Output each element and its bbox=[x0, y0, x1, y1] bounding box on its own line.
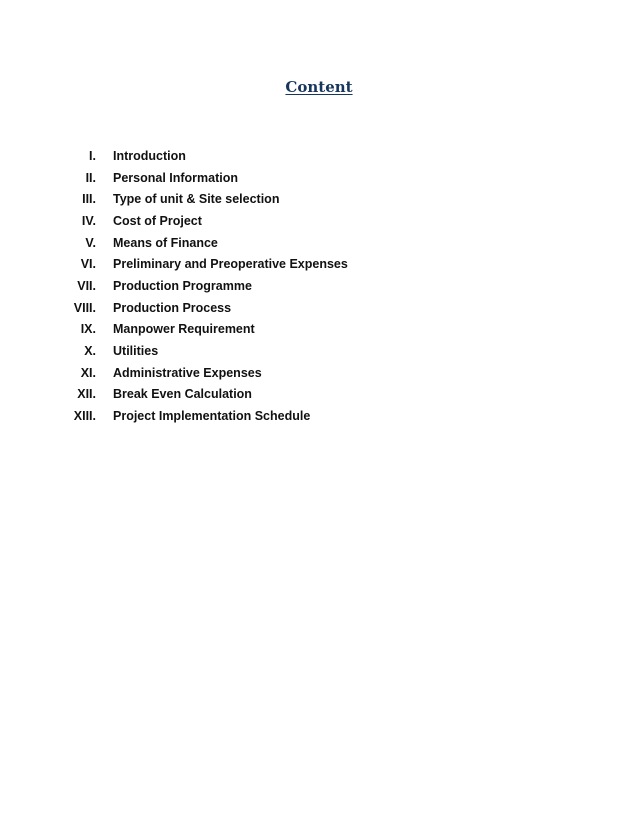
toc-item-number: XI. bbox=[80, 365, 96, 380]
toc-item bbox=[56, 362, 576, 384]
toc-item-number: X. bbox=[84, 344, 96, 359]
toc-item bbox=[56, 297, 576, 319]
toc-item bbox=[56, 210, 576, 232]
toc-item-number: VII. bbox=[77, 278, 96, 293]
toc-item bbox=[56, 275, 576, 297]
toc-item bbox=[56, 232, 576, 254]
page-title-text: Content bbox=[285, 78, 353, 96]
toc-item-label: Means of Finance bbox=[113, 235, 218, 250]
toc-item-label: Production Programme bbox=[113, 278, 252, 293]
toc-item-number: I. bbox=[89, 148, 96, 163]
toc-item bbox=[56, 340, 576, 362]
page-title bbox=[0, 77, 638, 97]
toc-item-label: Preliminary and Preoperative Expenses bbox=[113, 257, 348, 272]
toc-item-label: Cost of Project bbox=[113, 213, 202, 228]
toc-item-label: Type of unit & Site selection bbox=[113, 192, 280, 207]
toc-item-label: Manpower Requirement bbox=[113, 322, 255, 337]
toc-item bbox=[56, 253, 576, 275]
toc-item-label: Personal Information bbox=[113, 170, 239, 185]
toc-item-label: Production Process bbox=[113, 300, 232, 315]
toc-item bbox=[56, 167, 576, 189]
toc-item-number: VI. bbox=[80, 257, 96, 272]
toc-item bbox=[56, 188, 576, 210]
toc-item bbox=[56, 384, 576, 406]
toc-item-label: Introduction bbox=[113, 148, 186, 163]
toc-item-number: IX. bbox=[80, 322, 96, 337]
toc-item-label: Utilities bbox=[113, 344, 159, 359]
toc-item bbox=[56, 319, 576, 341]
table-of-contents bbox=[56, 145, 576, 427]
toc-item bbox=[56, 145, 576, 167]
toc-item-number: V. bbox=[85, 235, 96, 250]
toc-item-number: VIII. bbox=[73, 300, 96, 315]
toc-item-label: Project Implementation Schedule bbox=[113, 409, 311, 424]
toc-item-number: XII. bbox=[77, 387, 96, 402]
toc-item-number: III. bbox=[82, 192, 96, 207]
toc-item-number: XIII. bbox=[73, 409, 96, 424]
toc-item-label: Break Even Calculation bbox=[113, 387, 252, 402]
toc-item-label: Administrative Expenses bbox=[113, 365, 262, 380]
toc-item-number: II. bbox=[85, 170, 96, 185]
toc-item-number: IV. bbox=[81, 213, 96, 228]
toc-item bbox=[56, 405, 576, 427]
